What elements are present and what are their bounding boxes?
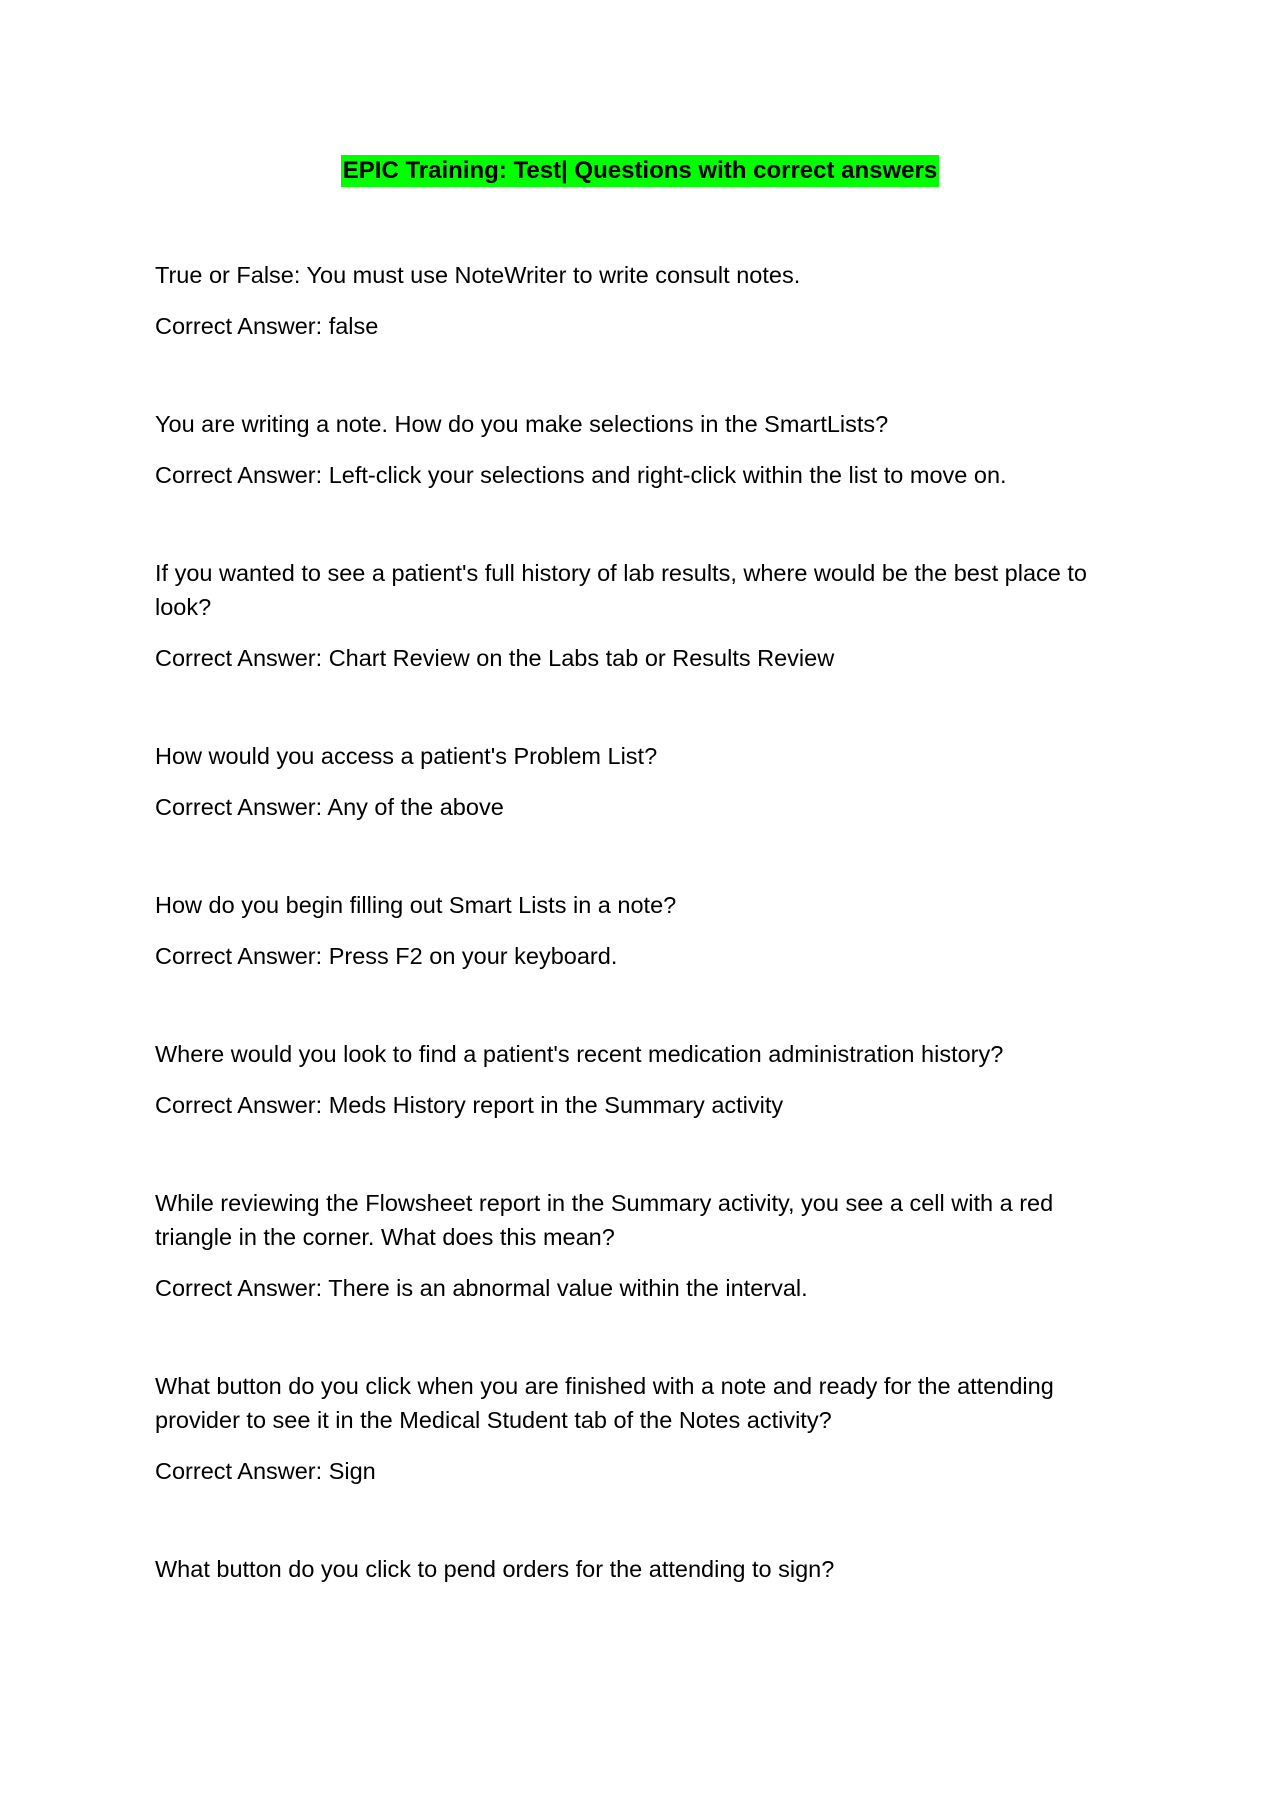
answer-text: Correct Answer: Meds History report in the Summary activity (155, 1092, 784, 1118)
answer-text: Correct Answer: Any of the above (155, 794, 504, 820)
qa-item (155, 556, 1125, 675)
qa-item (155, 1186, 1125, 1305)
question-text: You are writing a note. How do you make selections in the SmartLists? (155, 411, 889, 437)
answer-text: Correct Answer: false (155, 313, 379, 339)
question-text: Where would you look to find a patient's recent medication administration history? (155, 1041, 1004, 1067)
qa-item (155, 1552, 1125, 1586)
question-text: If you wanted to see a patient's full history of lab results, where would be the best place to look? (155, 560, 1087, 620)
qa-item (155, 1037, 1125, 1122)
qa-item (155, 258, 1125, 343)
question-text: True or False: You must use NoteWriter to write consult notes. (155, 262, 801, 288)
question-text: What button do you click when you are finished with a note and ready for the attending provider to see it in the Medical Student tab of the Notes activity? (155, 1373, 1054, 1433)
answer-text: Correct Answer: There is an abnormal value within the interval. (155, 1275, 808, 1301)
answer-text: Correct Answer: Sign (155, 1458, 376, 1484)
answer-text: Correct Answer: Press F2 on your keyboard. (155, 943, 618, 969)
qa-list (155, 258, 1125, 1650)
qa-item (155, 888, 1125, 973)
question-text: What button do you click to pend orders for the attending to sign? (155, 1556, 835, 1582)
qa-item (155, 407, 1125, 492)
answer-text: Correct Answer: Left-click your selections and right-click within the list to move on. (155, 462, 1007, 488)
answer-text: Correct Answer: Chart Review on the Labs tab or Results Review (155, 645, 835, 671)
qa-item (155, 1369, 1125, 1488)
document-title: EPIC Training: Test| Questions with correct answers (341, 155, 939, 187)
question-text: How would you access a patient's Problem List? (155, 743, 658, 769)
title-container (0, 155, 1280, 187)
question-text: How do you begin filling out Smart Lists in a note? (155, 892, 677, 918)
question-text: While reviewing the Flowsheet report in the Summary activity, you see a cell with a red triangle in the corner. What does this mean? (155, 1190, 1054, 1250)
qa-item (155, 739, 1125, 824)
